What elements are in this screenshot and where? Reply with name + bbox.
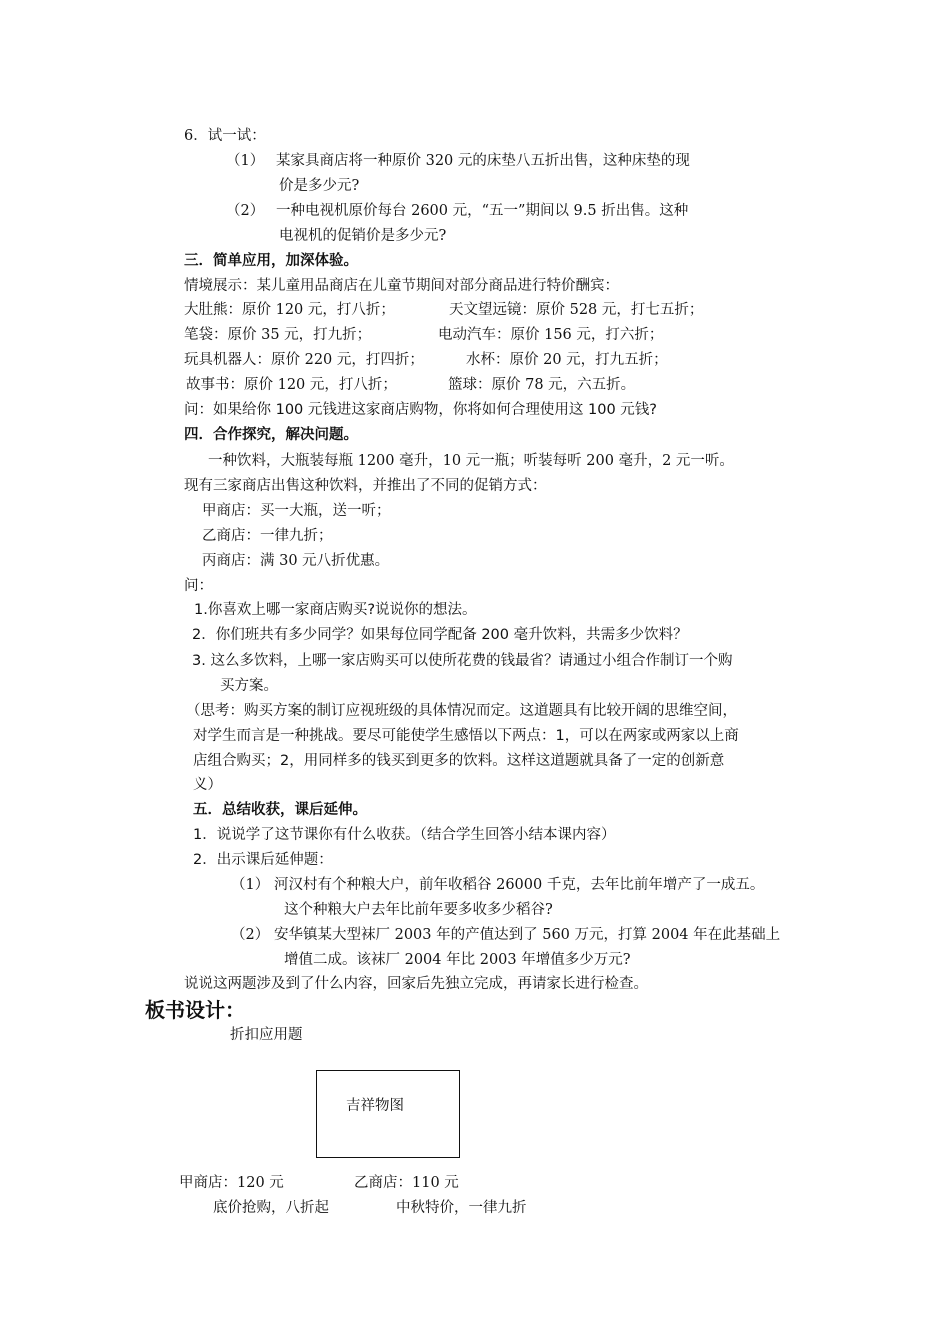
think-line2: 对学生而言是一种挑战。要尽可能使学生感悟以下两点：1，可以在两家或两家以上商	[193, 728, 739, 744]
closing-instruction: 说说这两题涉及到了什么内容，回家后先独立完成，再请家长进行检查。	[184, 976, 648, 992]
shops-intro: 现有三家商店出售这种饮料，并推出了不同的促销方式：	[184, 478, 547, 494]
extension-2-number: （2）	[231, 927, 270, 943]
board-title: 折扣应用题	[230, 1027, 303, 1043]
board-design-heading: 板书设计：	[145, 998, 245, 1022]
q2-text-line2: 电视机的促销价是多少元?	[279, 228, 447, 244]
board-slogan-a: 底价抢购，八折起	[213, 1200, 329, 1216]
item-a-2: 笔袋：原价 35 元，打九折；	[184, 327, 372, 343]
q1-text-line2: 价是多少元?	[279, 178, 360, 194]
summary-item-1: 1．说说学了这节课你有什么收获。（结合学生回答小结本课内容）	[193, 827, 616, 843]
board-slogan-b: 中秋特价，一律九折	[396, 1200, 527, 1216]
extension-1-line2: 这个种粮大户去年比前年要多收多少稻谷?	[284, 902, 553, 918]
mascot-image-label: 吉祥物图	[346, 1098, 404, 1114]
q1-text-line1: 某家具商店将一种原价 320 元的床垫八五折出售，这种床垫的现	[276, 153, 690, 169]
summary-item-2: 2．出示课后延伸题：	[193, 852, 333, 868]
board-shop-a: 甲商店：120 元	[179, 1175, 284, 1191]
q2-text-line1: 一种电视机原价每台 2600 元，“五一”期间以 9.5 折出售。这种	[276, 203, 689, 219]
item-b-3: 水杯：原价 20 元，打九五折；	[466, 352, 668, 368]
section-5-heading: 五．总结收获，课后延伸。	[193, 802, 367, 818]
extension-2-line2: 增值二成。该袜厂 2004 年比 2003 年增值多少万元?	[284, 952, 631, 968]
board-shop-b: 乙商店：110 元	[354, 1175, 459, 1191]
scenario-intro: 情境展示：某儿童用品商店在儿童节期间对部分商品进行特价酬宾：	[184, 278, 619, 294]
extension-1-line1: 河汉村有个种粮大户，前年收稻谷 26000 千克，去年比前年增产了一成五。	[274, 877, 765, 893]
item-a-4: 故事书：原价 120 元，打八折；	[186, 377, 397, 393]
shop-bing: 丙商店：满 30 元八折优惠。	[202, 553, 390, 569]
extension-1-number: （1）	[231, 877, 270, 893]
think-line1: （思考：购买方案的制订应视班级的具体情况而定。这道题具有比较开阔的思维空间，	[186, 703, 737, 719]
shop-yi: 乙商店：一律九折；	[202, 528, 333, 544]
item-a-1: 大肚熊：原价 120 元，打八折；	[184, 302, 395, 318]
q2-number: （2）	[226, 203, 265, 219]
drink-description: 一种饮料，大瓶装每瓶 1200 毫升，10 元一瓶；听装每听 200 毫升，2 元一听。	[208, 453, 734, 469]
item-b-1: 天文望远镜：原价 528 元，打七五折；	[449, 302, 704, 318]
question-3-line2: 买方案。	[220, 678, 278, 694]
item-b-2: 电动汽车：原价 156 元，打六折；	[438, 327, 664, 343]
scenario-question: 问：如果给你 100 元钱进这家商店购物，你将如何合理使用这 100 元钱?	[184, 402, 657, 418]
q1-number: （1）	[226, 153, 265, 169]
shop-jia: 甲商店：买一大瓶，送一听；	[202, 503, 391, 519]
section-6-heading: 6．试一试：	[184, 128, 266, 144]
item-b-4: 篮球：原价 78 元，六五折。	[448, 377, 636, 393]
think-line3: 店组合购买；2，用同样多的钱买到更多的饮料。这样这道题就具备了一定的创新意	[193, 753, 725, 769]
ask-label: 问：	[184, 578, 213, 594]
think-line4: 义）	[193, 777, 222, 793]
question-2: 2．你们班共有多少同学？如果每位同学配备 200 毫升饮料，共需多少饮料？	[192, 627, 688, 643]
question-1: 1.你喜欢上哪一家商店购买?说说你的想法。	[194, 602, 477, 618]
question-3-line1: 3. 这么多饮料，上哪一家店购买可以使所花费的钱最省？请通过小组合作制订一个购	[192, 653, 733, 669]
section-4-heading: 四．合作探究，解决问题。	[184, 427, 358, 443]
item-a-3: 玩具机器人：原价 220 元，打四折；	[184, 352, 424, 368]
section-3-heading: 三．简单应用，加深体验。	[184, 253, 358, 269]
extension-2-line1: 安华镇某大型袜厂 2003 年的产值达到了 560 万元，打算 2004 年在此基础上	[274, 927, 781, 943]
